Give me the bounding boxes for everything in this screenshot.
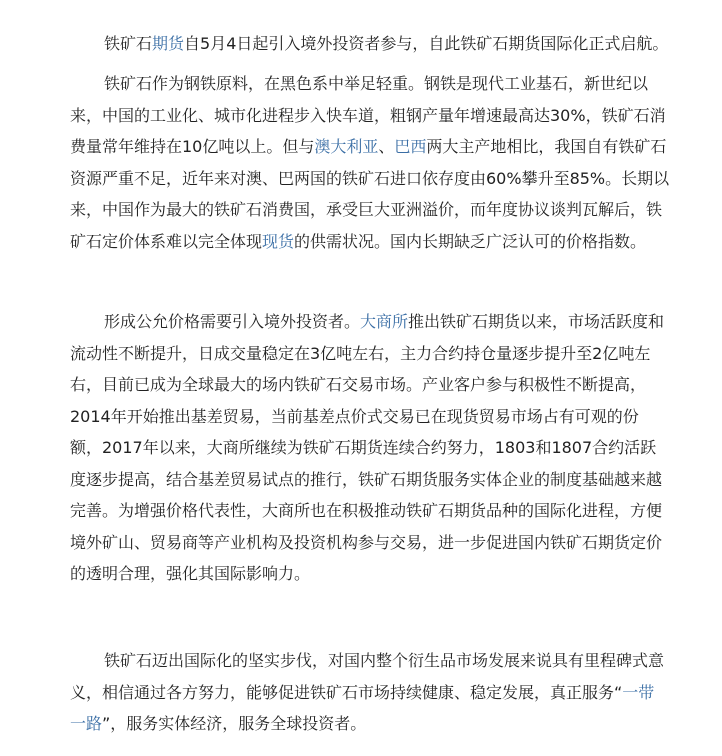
text: 自5月4日起引入境外投资者参与，自此铁矿石期货国际化正式启航。: [184, 34, 669, 53]
paragraph-background: [70, 68, 670, 257]
text: 形成公允价格需要引入境外投资者。: [104, 312, 361, 331]
paragraph-intro: [104, 28, 684, 60]
link-dce[interactable]: 大商所: [360, 312, 409, 331]
link-spot[interactable]: 现货: [262, 231, 295, 251]
link-belt-and-road[interactable]: 一带一路: [70, 682, 655, 733]
text: 的供需状况。国内长期缺乏广泛认可的价格指数。: [294, 231, 647, 251]
link-futures[interactable]: 期货: [152, 34, 185, 53]
link-brazil[interactable]: 巴西: [394, 137, 427, 156]
text: 铁矿石迈出国际化的坚实步伐，对国内整个衍生品市场发展来说具有里程碑式意义，相信通过各方努力，能够促进铁矿石市场持续健康、稳定发展，真正服务“: [70, 651, 665, 702]
text: 铁矿石: [104, 34, 153, 53]
link-australia[interactable]: 澳大利亚: [314, 137, 379, 156]
text: 、: [378, 137, 395, 156]
text: 两大主产地相比，我国自有铁矿石资源严重不足，近年来对澳、巴两国的铁矿石进口依存度由60%攀升至85%。长期以来，中国作为最大的铁矿石消费国，承受巨大亚洲溢价，而年度协议谈判瓦解后，铁矿石定价体系难以完全体现: [70, 137, 670, 251]
text: 铁矿石作为钢铁原料，在黑色系中举足轻重。钢铁是现代工业基石，新世纪以来，中国的工业化、城市化进程步入快车道，粗钢产量年增速最高达30%，铁矿石消费量常年维持在10亿吨以上。但与: [70, 74, 666, 156]
paragraph-conclusion: [70, 645, 670, 740]
paragraph-foreign-investors: [70, 306, 670, 590]
text: ”，服务实体经济，服务全球投资者。: [102, 714, 367, 733]
text: 推出铁矿石期货以来，市场活跃度和流动性不断提升，日成交量稳定在3亿吨左右，主力合约持仓量逐步提升至2亿吨左右，目前已成为全球最大的场内铁矿石交易市场。产业客户参与积极性不断提高，2014年开始推出基差贸易，当前基差点价式交易已在现货贸易市场占有可观的份额，2017年以来，大商所继续为铁矿石期货连续合约努力，1803和1807合约活跃度逐步提高，结合基差贸易试点的推行，铁矿石期货服务实体企业的制度基础越来越完善。为增强价格代表性，大商所也在积极推动铁矿石期货品种的国际化进程，方便境外矿山、贸易商等产业机构及投资机构参与交易，进一步促进国内铁矿石期货定价的透明合理，强化其国际影响力。: [70, 312, 665, 583]
